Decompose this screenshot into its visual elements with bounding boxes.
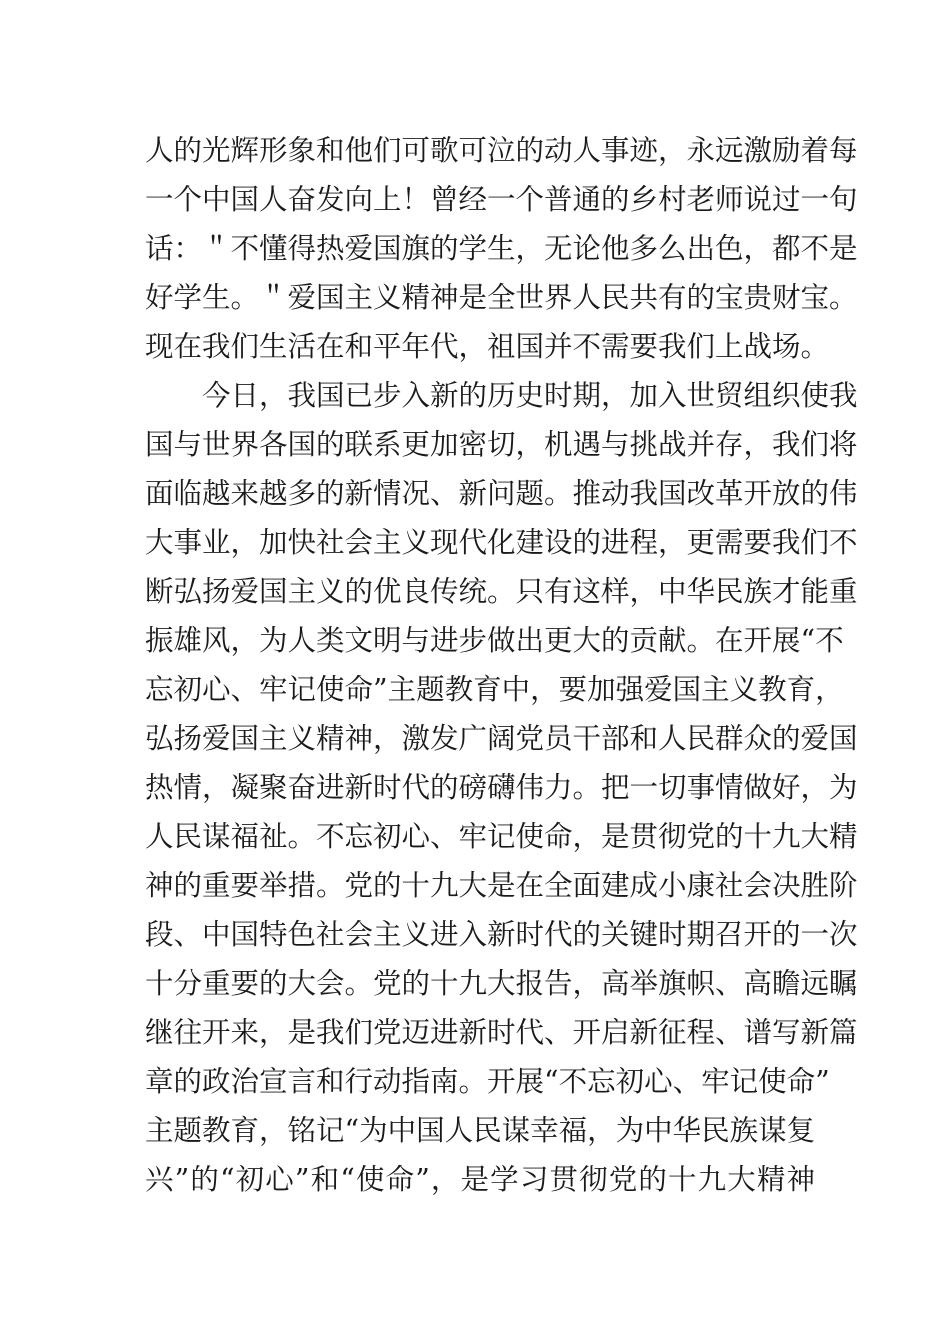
text-line: 人民谋福祉。不忘初心、牢记使命，是贯彻党的十九大精 [145, 820, 858, 853]
text-line: 弘扬爱国主义精神，激发广阔党员干部和人民群众的爱国 [145, 722, 858, 755]
text-line: 忘初心、牢记使命”主题教育中，要加强爱国主义教育， [145, 673, 844, 706]
text-line: 现在我们生活在和平年代，祖国并不需要我们上战场。 [145, 330, 830, 363]
text-line: 话：＂不懂得热爱国旗的学生，无论他多么出色，都不是 [145, 232, 858, 265]
text-line: 断弘扬爱国主义的优良传统。只有这样，中华民族才能重 [145, 575, 858, 608]
text-line: 好学生。＂爱国主义精神是全世界人民共有的宝贵财宝。 [145, 281, 858, 314]
text-line: 今日，我国已步入新的历史时期，加入世贸组织使我 [202, 379, 858, 412]
text-line: 热情，凝聚奋进新时代的磅礴伟力。把一切事情做好，为 [145, 771, 858, 804]
text-line: 主题教育，铭记“为中国人民谋幸福，为中华民族谋复 [145, 1114, 816, 1147]
text-line: 振雄风，为人类文明与进步做出更大的贡献。在开展“不 [145, 624, 844, 657]
text-line: 大事业，加快社会主义现代化建设的进程，更需要我们不 [145, 526, 858, 559]
text-line: 章的政治宣言和行动指南。开展“不忘初心、牢记使命” [145, 1065, 830, 1098]
text-line: 面临越来越多的新情况、新问题。推动我国改革开放的伟 [145, 477, 858, 510]
text-line: 国与世界各国的联系更加密切，机遇与挑战并存，我们将 [145, 428, 858, 461]
paragraph [145, 126, 858, 371]
text-line: 人的光辉形象和他们可歌可泣的动人事迹，永远激励着每 [145, 134, 858, 167]
text-line: 十分重要的大会。党的十九大报告，高举旗帜、高瞻远瞩 [145, 967, 858, 1000]
text-line: 段、中国特色社会主义进入新时代的关键时期召开的一次 [145, 918, 858, 951]
text-line: 一个中国人奋发向上！曾经一个普通的乡村老师说过一句 [145, 183, 858, 216]
paragraph [145, 371, 858, 1204]
text-line: 继往开来，是我们党迈进新时代、开启新征程、谱写新篇 [145, 1016, 858, 1049]
text-line: 兴”的“初心”和“使命”，是学习贯彻党的十九大精神 [145, 1163, 815, 1196]
text-line: 神的重要举措。党的十九大是在全面建成小康社会决胜阶 [145, 869, 858, 902]
body-text [145, 126, 858, 1204]
